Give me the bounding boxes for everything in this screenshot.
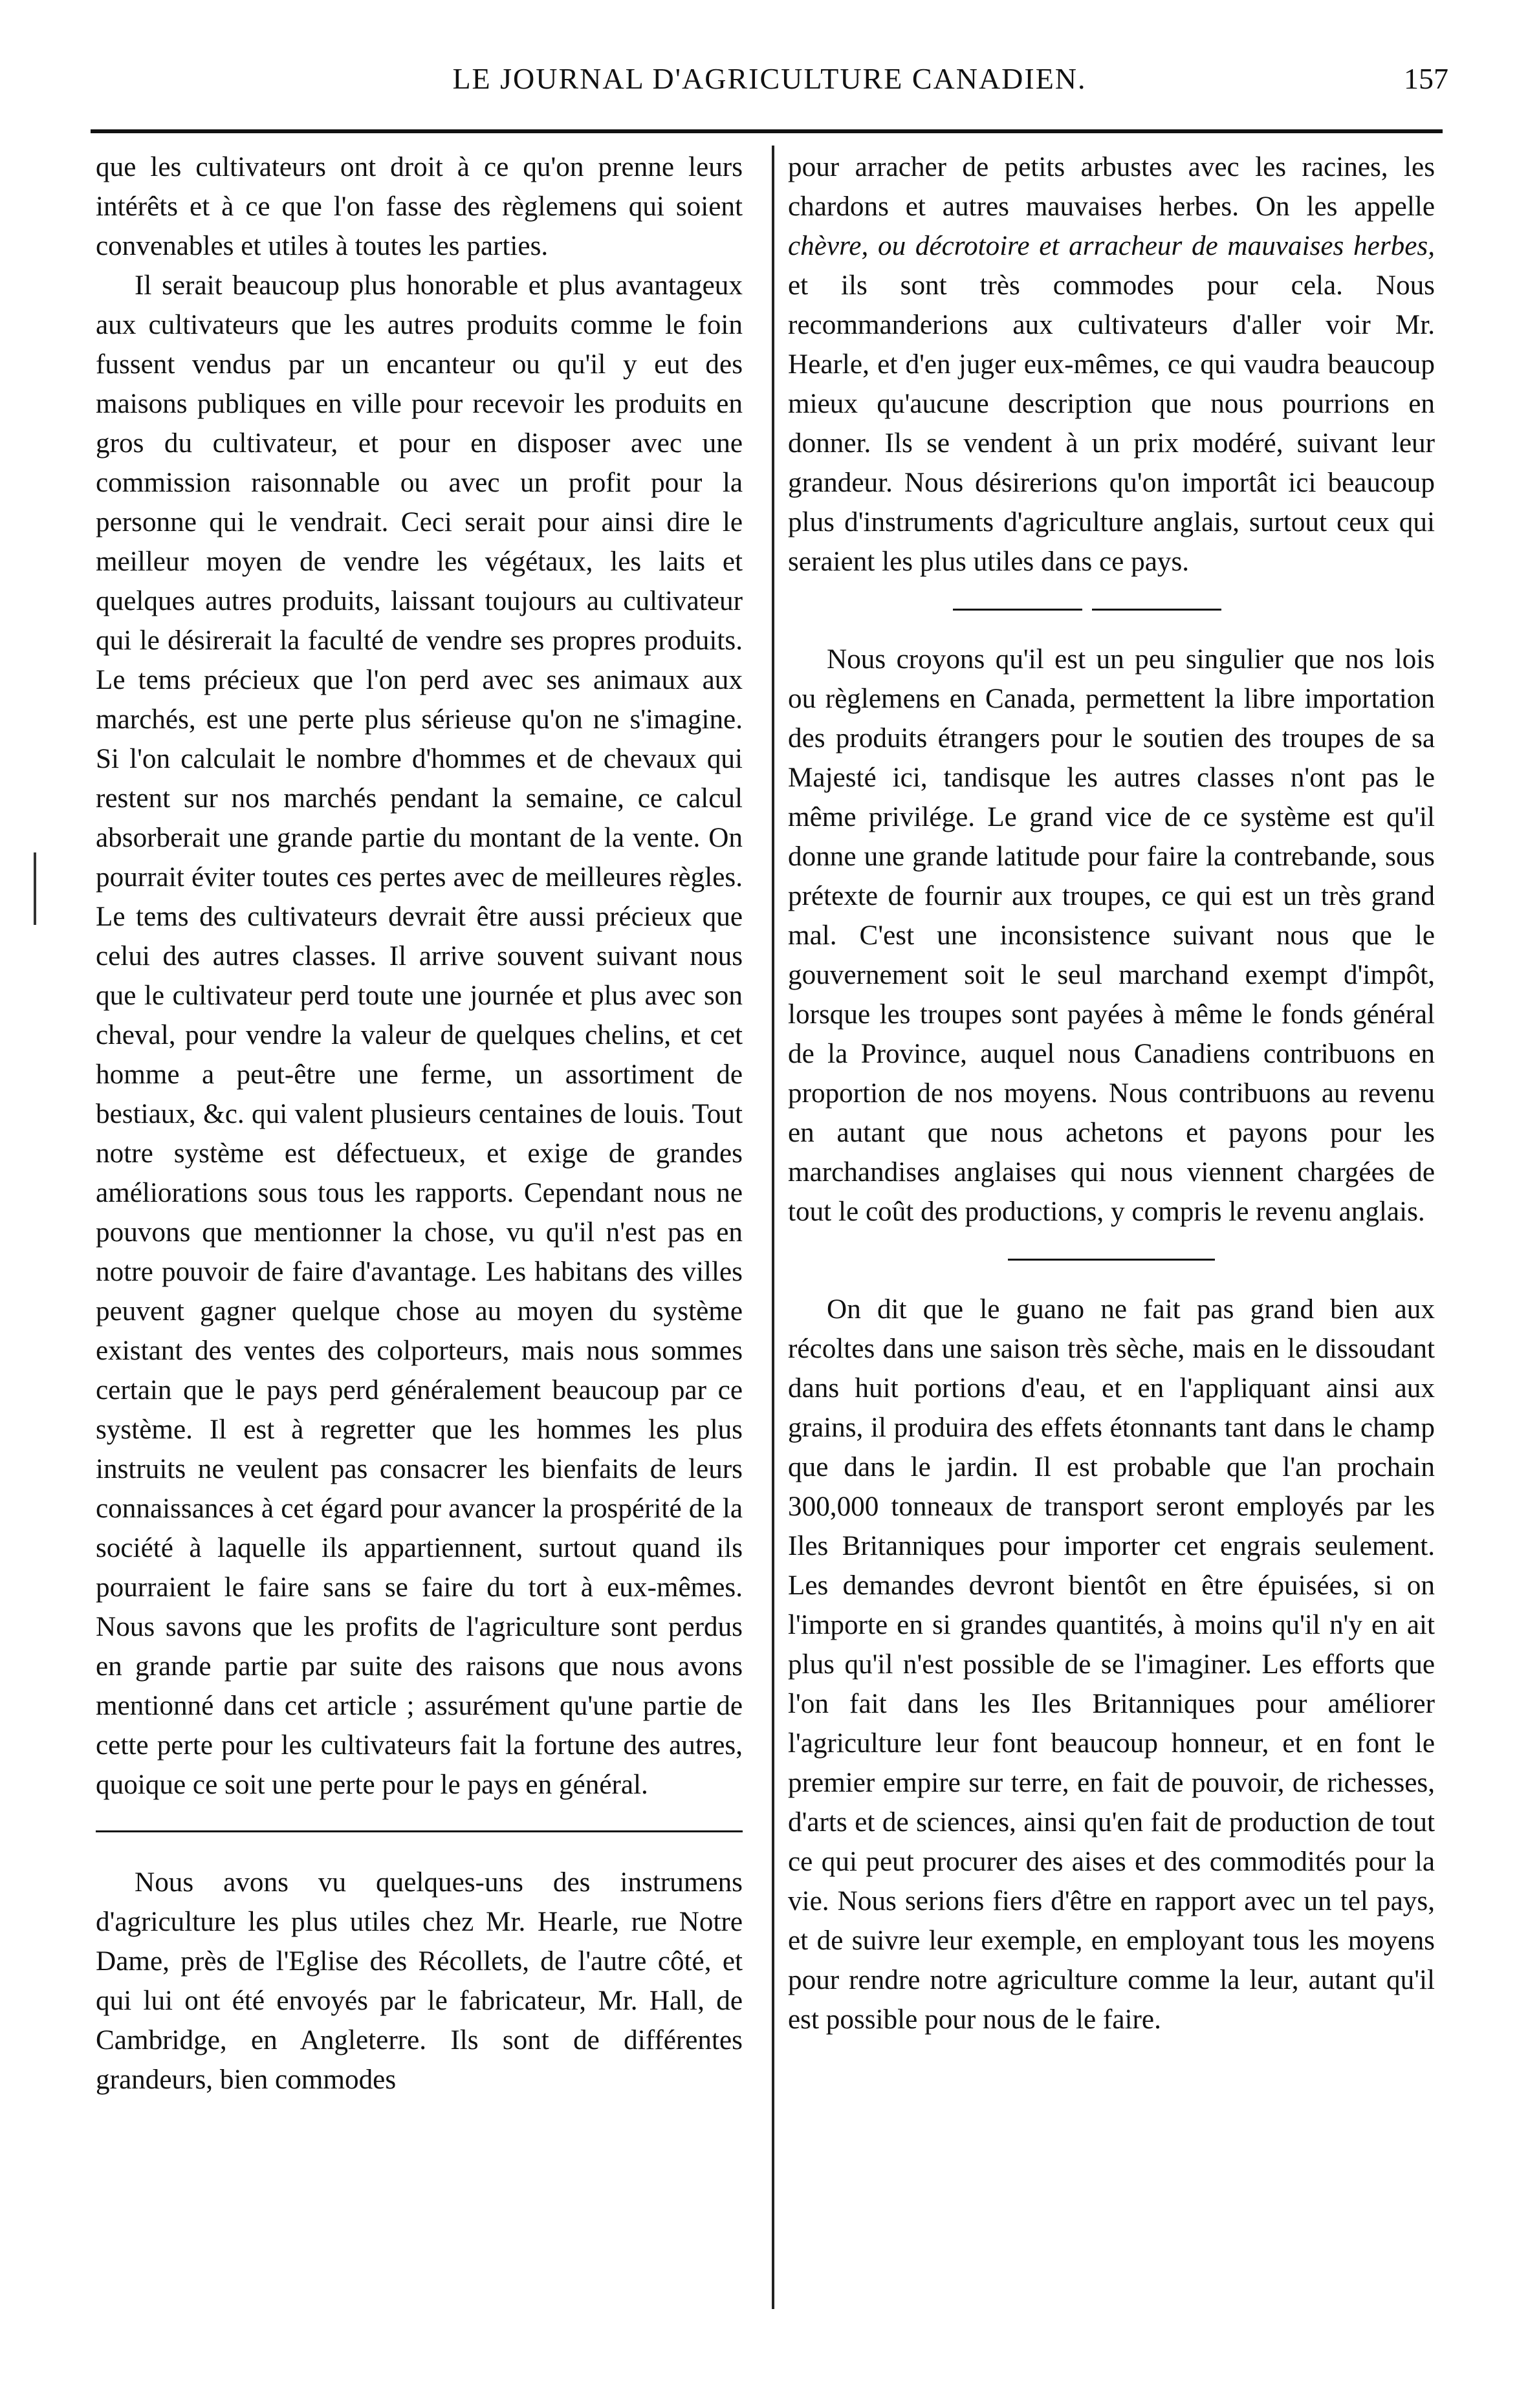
left-paragraph-2: Il serait beaucoup plus honorable et plus avantageux aux cultivateurs que les autres produits comme le foin fussent vendus par un encanteur ou qu'il y eut des maisons publiques en ville pour recevoir les produits en gros du cultivateur, et pour en disposer avec une commission raisonnable ou avec un profit pour la personne qui le vendrait. Ceci serait pour ainsi dire le meilleur moyen de vendre les végétaux, les laits et quelques autres produits, laissant toujours au cultivateur qui le désirerait la faculté de vendre ses propres produits. Le tems précieux que l'on perd avec ses animaux aux marchés, est une perte plus sérieuse qu'on ne s'imagine. Si l'on calculait le nombre d'hommes et de chevaux qui restent sur nos marchés pendant la semaine, ce calcul absorberait une grande partie du montant de la vente. On pourrait éviter toutes ces pertes avec de meilleures règles. Le tems des cultivateurs devrait être aussi précieux que celui des autres classes. Il arrive souvent suivant nous que le cultivateur perd toute une journée et plus avec son cheval, pour vendre la valeur de quelques chelins, et cet homme a peut-être une ferme, un assortiment de bestiaux, &c. qui valent plusieurs centaines de louis. Tout notre système est défectueux, et exige de grandes améliorations sous tous les rapports. Cependant nous ne pouvons que mentionner la chose, vu qu'il n'est pas en notre pouvoir de faire d'avantage. Les habitans des villes peuvent gagner quelque chose au moyen du système existant des ventes des colporteurs, mais nous sommes certain que le pays perd généralement beaucoup par ce système. Il est à regretter que les hommes les plus instruits ne veulent pas consacrer les bienfaits de leurs connaissances à cet égard pour avancer la prospérité de la société à laquelle ils appartiennent, surtout quand ils pourraient le faire sans se faire du tort à eux-mêmes. Nous savons que les profits de l'agriculture sont perdus en grande partie par suite des raisons que nous avons mentionné dans cet article ; assurément qu'une partie de cette perte pour les cultivateurs fait la fortune des autres, quoique ce soit une perte pour le pays en général. (96, 270, 743, 1800)
left-paragraph-1: que les cultivateurs ont droit à ce qu'on prenne leurs intérêts et à ce que l'on fasse des règlemens qui soient convenables et utiles à toutes les parties. (96, 152, 743, 261)
left-paragraph-3: Nous avons vu quelques-uns des instrumens d'agriculture les plus utiles chez Mr. Hearle, rue Notre Dame, près de l'Eglise des Récollets, de l'autre côté, et qui lui ont été envoyés par le fabricateur, Mr. Hall, de Cambridge, en Angleterre. Ils sont de différentes grandeurs, bien commodes (96, 1867, 743, 2095)
column-divider (772, 146, 774, 2309)
header-rule (91, 129, 1443, 133)
right-paragraph-1-start: pour arracher de petits arbustes avec les racines, les chardons et autres mauvaises herbes. On les appelle (788, 152, 1435, 222)
section-separator (96, 1805, 743, 1863)
margin-mark (34, 852, 36, 925)
right-paragraph-1-end: et ils sont très commodes pour cela. Nous recommanderions aux cultivateurs d'aller voir Mr. Hearle, et d'en juger eux-mêmes, ce qui vaudra beaucoup mieux qu'aucune description que nous pourrions en donner. Ils se vendent à un prix modéré, suivant leur grandeur. Nous désirerions qu'on importât ici beaucoup plus d'instruments d'agriculture anglais, surtout ceux qui seraient les plus utiles dans ce pays. (788, 270, 1435, 577)
right-paragraph-3: On dit que le guano ne fait pas grand bien aux récoltes dans une saison très sèche, mais en le dissoudant dans huit portions d'eau, et en l'appliquant ainsi aux grains, il produira des effets étonnants tant dans le champ que dans le jardin. Il est probable que l'an prochain 300,000 tonneaux de transport seront employés par les Iles Britanniques pour importer cet engrais seulement. Les demandes devront bientôt en être épuisées, si on l'importe en si grandes quantités, à moins qu'il n'y en ait plus qu'il n'est possible de se l'imaginer. Les efforts que l'on fait dans les Iles Britanniques pour améliorer l'agriculture leur font beaucoup honneur, et en font le premier empire sur terre, en fait de pouvoir, de richesses, d'arts et de sciences, ainsi qu'en fait de production de tout ce qui peut procurer des aises et des commodités pour la vie. Nous serions fiers d'être en rapport avec un tel pays, et de suivre leur exemple, en employant tous les moyens pour rendre notre agriculture comme la leur, autant qu'il est possible pour nous de le faire. (788, 1294, 1435, 2035)
right-column (788, 147, 1435, 2039)
journal-title: LE JOURNAL D'AGRICULTURE CANADIEN. (452, 62, 1087, 95)
page-header (91, 61, 1448, 107)
section-separator (788, 581, 1435, 640)
page-number: 157 (1404, 62, 1448, 95)
right-paragraph-1 (788, 147, 1435, 581)
right-paragraph-2: Nous croyons qu'il est un peu singulier que nos lois ou règlemens en Canada, permettent la libre importation des produits étrangers pour le soutien des troupes de sa Majesté ici, tandisque les autres classes n'ont pas le même privilége. Le grand vice de ce système est qu'il donne une grande latitude pour faire la contrebande, sous prétexte de fournir aux troupes, ce qui est un très grand mal. C'est une inconsistence suivant nous que le gouvernement soit le seul marchand exempt d'impôt, lorsque les troupes sont payées à même le fonds général de la Province, auquel nous Canadiens contribuons en proportion de nos moyens. Nous contribuons au revenu en autant que nous achetons et payons pour les marchandises anglaises qui nous viennent chargées de tout le coût des productions, y compris le revenu anglais. (788, 644, 1435, 1227)
left-column (96, 147, 743, 2099)
section-separator (788, 1231, 1435, 1290)
tool-names: chèvre, ou décrotoire et arracheur de mauvaises herbes, (788, 231, 1435, 261)
